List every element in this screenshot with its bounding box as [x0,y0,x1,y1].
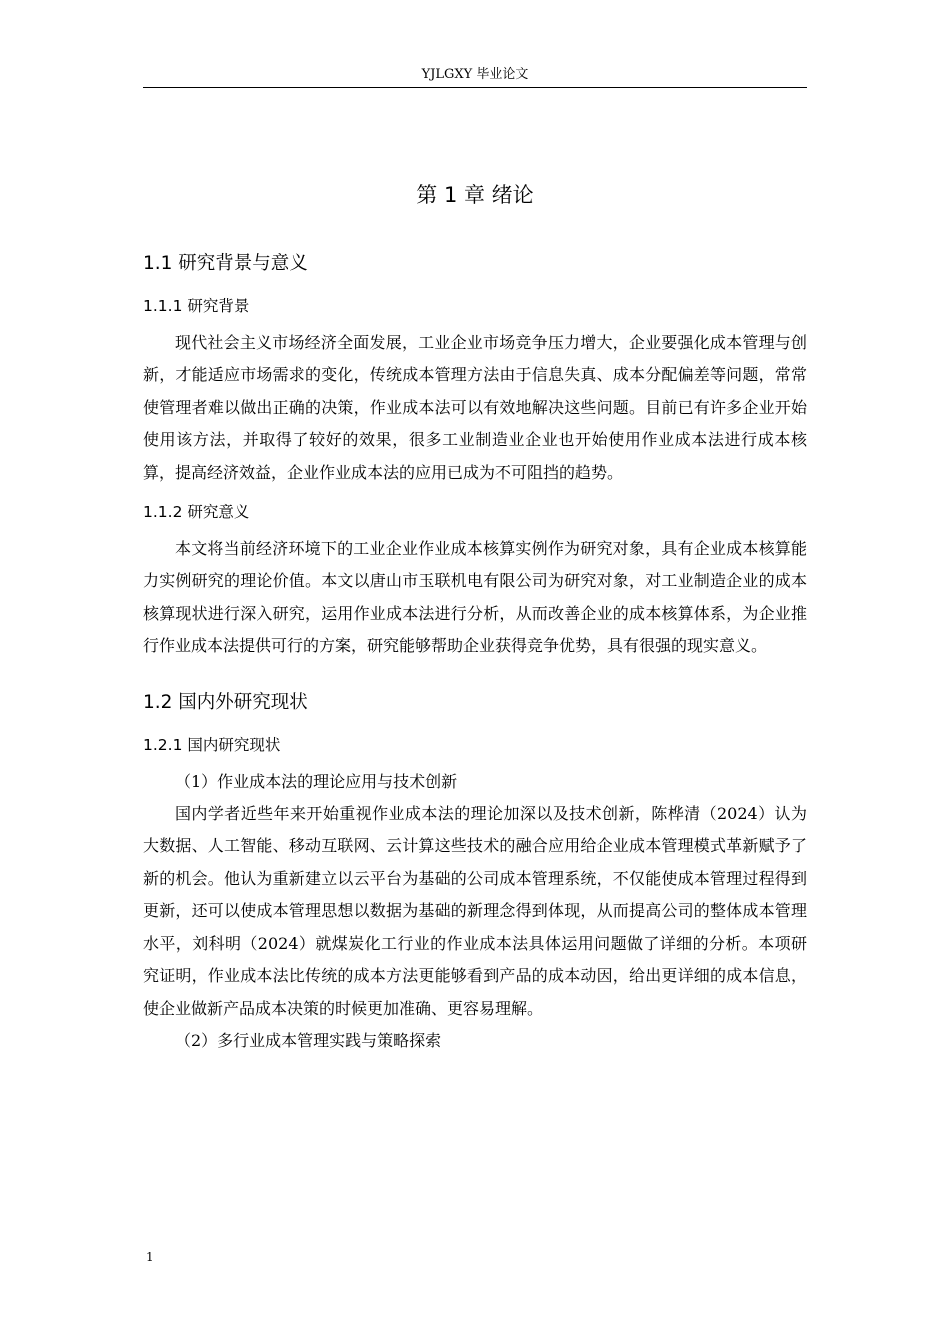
list-item-1: （1）作业成本法的理论应用与技术创新 [175,771,458,791]
running-header: YJLGXY 毕业论文 [421,67,529,82]
page-number: 1 [146,1250,154,1264]
paragraph-research-significance: 本文将当前经济环境下的工业企业作业成本核算实例作为研究对象，具有企业成本核算能力实例研究的理论价值。本文以唐山市玉联机电有限公司为研究对象，对工业制造企业的成本核算现状进行深入研究，运用作业成本法进行分析，从而改善企业的成本核算体系，为企业推行作业成本法提供可行的方案，研究能够帮助企业获得竞争优势，具有很强的现实意义。 [143,539,807,656]
list-item-2: （2）多行业成本管理实践与策略探索 [175,1030,442,1050]
subsection-heading-1-1-1: 1.1.1 研究背景 [143,297,250,315]
subsection-heading-1-1-2: 1.1.2 研究意义 [143,503,250,522]
section-heading-1-1: 1.1 研究背景与意义 [143,253,308,274]
section-heading-1-2: 1.2 国内外研究现状 [143,691,308,713]
paragraph-research-background: 现代社会主义市场经济全面发展，工业企业市场竞争压力增大，企业要强化成本管理与创新，才能适应市场需求的变化，传统成本管理方法由于信息失真、成本分配偏差等问题，常常使管理者难以做出正确的决策，作业成本法可以有效地解决这些问题。目前已有许多企业开始使用该方法，并取得了较好的效果，很多工业制造业企业也开始使用作业成本法进行成本核算，提高经济效益，企业作业成本法的应用已成为不可阻挡的趋势。 [143,333,807,482]
page-body [143,178,807,1057]
chapter-title: 第 1 章 绪论 [416,183,534,207]
header-rule [143,87,807,88]
paragraph-domestic-research: 国内学者近些年来开始重视作业成本法的理论加深以及技术创新，陈桦清（2024）认为大数据、人工智能、移动互联网、云计算这些技术的融合应用给企业成本管理模式革新赋予了新的机会。他认为重新建立以云平台为基础的公司成本管理系统，不仅能使成本管理过程得到更新，还可以使成本管理思想以数据为基础的新理念得到体现，从而提高公司的整体成本管理水平，刘科明（2024）就煤炭化工行业的作业成本法具体运用问题做了详细的分析。本项研究证明，作业成本法比传统的成本方法更能够看到产品的成本动因，给出更详细的成本信息，使企业做新产品成本决策的时候更加准确、更容易理解。 [143,804,807,1018]
subsection-heading-1-2-1: 1.2.1 国内研究现状 [143,735,281,754]
